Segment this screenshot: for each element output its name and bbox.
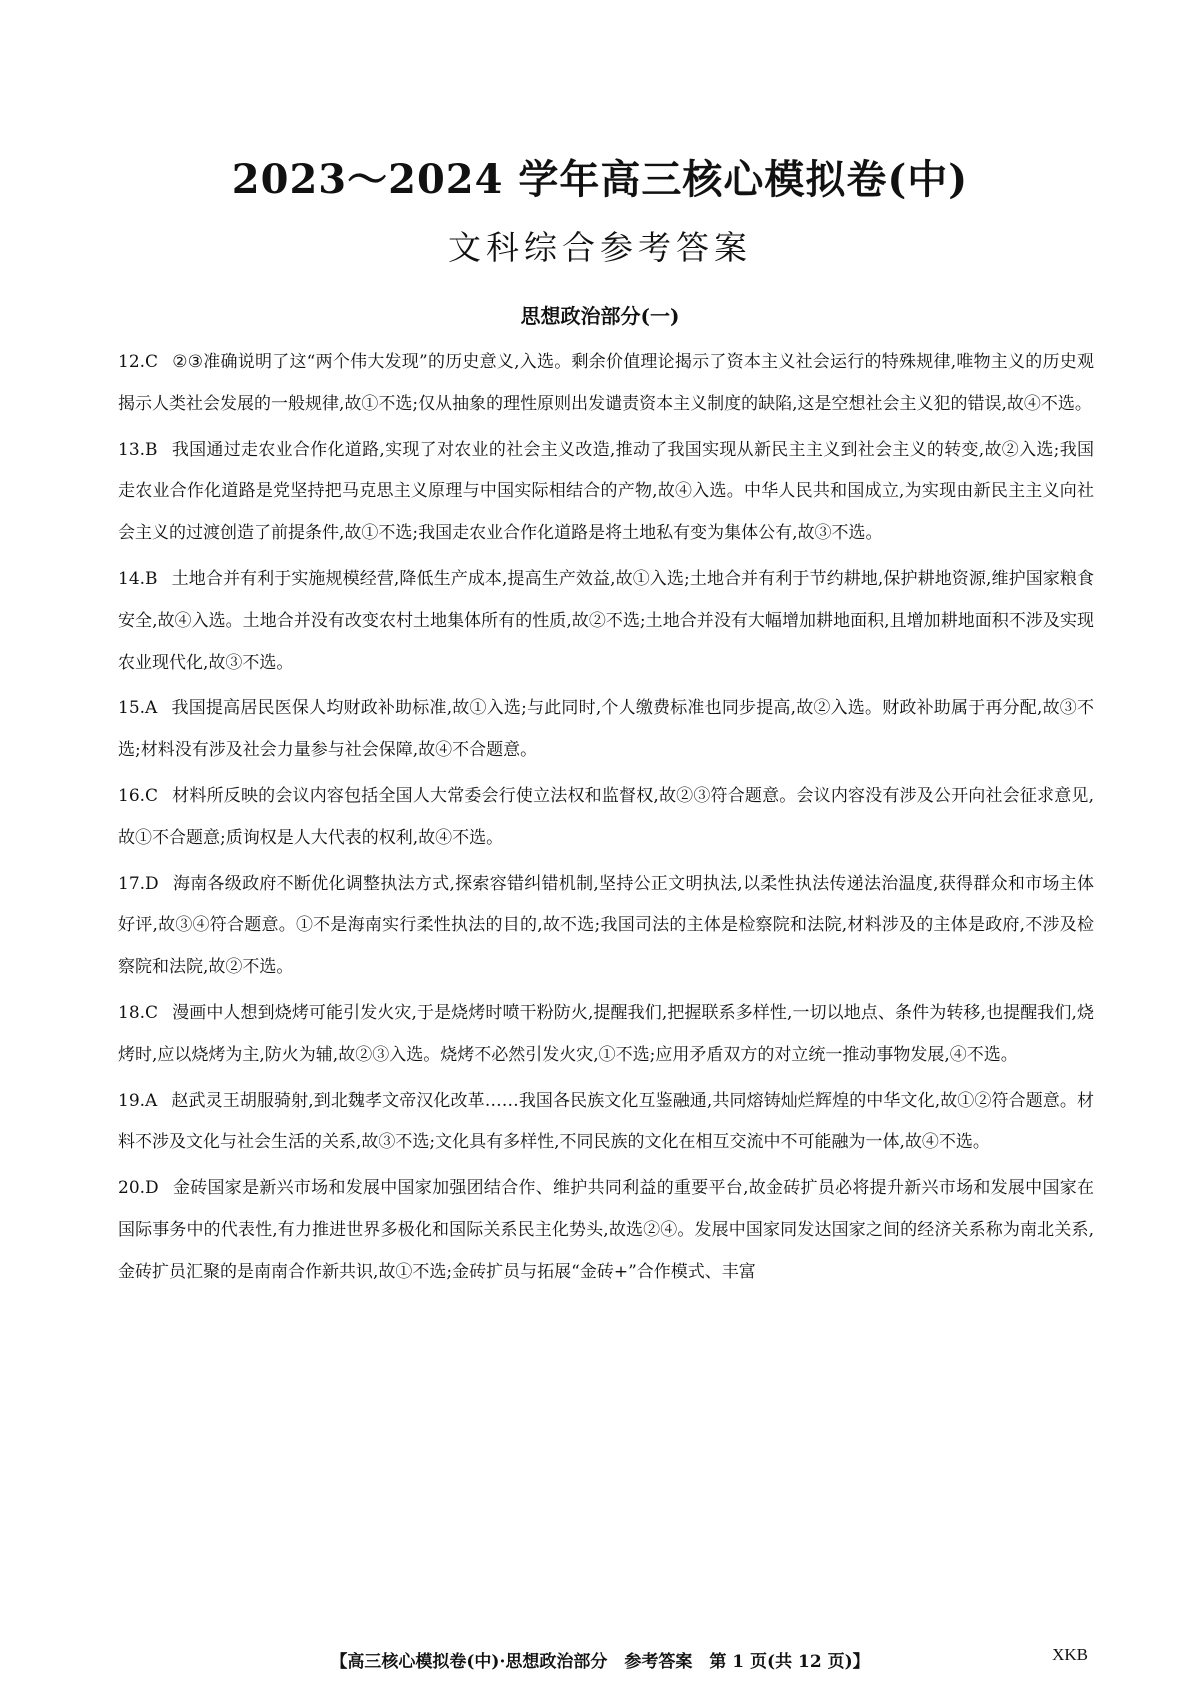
answer-list (118, 342, 1094, 1298)
answer-explanation: 土地合并有利于实施规模经营,降低生产成本,提高生产效益,故①入选;土地合并有利于节约耕地,保护耕地资源,维护国家粮食安全,故④入选。土地合并没有改变农村土地集体所有的性质,故②不选;土地合并没有大幅增加耕地面积,且增加耕地面积不涉及实现农业现代化,故③不选。 (118, 568, 1094, 673)
answer-item-16 (118, 776, 1094, 860)
answer-number: 12. (118, 352, 146, 372)
answer-letter: D (145, 873, 159, 894)
answer-explanation: 我国提高居民医保人均财政补助标准,故①入选;与此同时,个人缴费标准也同步提高,故②入选。财政补助属于再分配,故③不选;材料没有涉及社会力量参与社会保障,故④不合题意。 (118, 698, 1094, 761)
answer-item-14 (118, 559, 1094, 684)
answer-item-12 (118, 342, 1094, 426)
answer-letter: A (145, 1090, 158, 1111)
answer-number: 20. (118, 1178, 146, 1199)
answer-item-19 (118, 1081, 1094, 1165)
answer-explanation: 赵武灵王胡服骑射,到北魏孝文帝汉化改革……我国各民族文化互鉴融通,共同熔铸灿烂辉煌的中华文化,故①②符合题意。材料不涉及文化与社会生活的关系,故③不选;文化具有多样性,不同民族的文化在相互交流中不可能融为一体,故④不选。 (118, 1090, 1094, 1153)
paper-code: XKB (1052, 1645, 1088, 1664)
answer-item-15 (118, 688, 1094, 772)
answer-number: 19. (118, 1090, 146, 1111)
answer-number: 14. (118, 568, 146, 589)
answer-item-18 (118, 993, 1094, 1077)
answer-letter: C (145, 785, 159, 806)
answer-item-17 (118, 864, 1094, 989)
answer-letter: B (145, 568, 158, 589)
answer-number: 16. (118, 785, 146, 806)
answer-explanation: ②③准确说明了这“两个伟大发现”的历史意义,入选。剩余价值理论揭示了资本主义社会运行的特殊规律,唯物主义的历史观揭示人类社会发展的一般规律,故①不选;仅从抽象的理性原则出发谴责资本主义制度的缺陷,这是空想社会主义犯的错误,故④不选。 (118, 352, 1094, 414)
answer-number: 18. (118, 1002, 146, 1023)
page-subtitle: 文科综合参考答案 (448, 228, 752, 267)
answer-explanation: 漫画中人想到烧烤可能引发火灾,于是烧烤时喷干粉防火,提醒我们,把握联系多样性,一切以地点、条件为转移,也提醒我们,烧烤时,应以烧烤为主,防火为辅,故②③入选。烧烤不必然引发火灾,①不选;应用矛盾双方的对立统一推动事物发展,④不选。 (118, 1002, 1094, 1065)
answer-item-20 (118, 1168, 1094, 1293)
answer-explanation: 我国通过走农业合作化道路,实现了对农业的社会主义改造,推动了我国实现从新民主主义到社会主义的转变,故②入选;我国走农业合作化道路是党坚持把马克思主义原理与中国实际相结合的产物,故④入选。中华人民共和国成立,为实现由新民主主义向社会主义的过渡创造了前提条件,故①不选;我国走农业合作化道路是将土地私有变为集体公有,故③不选。 (118, 439, 1094, 544)
section-heading: 思想政治部分(一) (520, 304, 680, 328)
answer-explanation: 材料所反映的会议内容包括全国人大常委会行使立法权和监督权,故②③符合题意。会议内容没有涉及公开向社会征求意见,故①不合题意;质询权是人大代表的权利,故④不选。 (118, 785, 1094, 848)
page-footer: 【高三核心模拟卷(中)·思想政治部分 参考答案 第 1 页(共 12 页)】 (330, 1652, 870, 1672)
answer-explanation: 海南各级政府不断优化调整执法方式,探索容错纠错机制,坚持公正文明执法,以柔性执法传递法治温度,获得群众和市场主体好评,故③④符合题意。①不是海南实行柔性执法的目的,故不选;我国司法的主体是检察院和法院,材料涉及的主体是政府,不涉及检察院和法院,故②不选。 (118, 873, 1094, 978)
answer-explanation: 金砖国家是新兴市场和发展中国家加强团结合作、维护共同利益的重要平台,故金砖扩员必将提升新兴市场和发展中国家在国际事务中的代表性,有力推进世界多极化和国际关系民主化势头,故选②④。发展中国家同发达国家之间的经济关系称为南北关系,金砖扩员汇聚的是南南合作新共识,故①不选;金砖扩员与拓展“金砖+”合作模式、丰富 (118, 1178, 1094, 1282)
answer-letter: B (145, 439, 158, 460)
answer-letter: C (145, 1002, 159, 1023)
answer-item-13 (118, 430, 1094, 555)
answer-number: 13. (118, 439, 146, 460)
answer-letter: D (145, 1178, 159, 1199)
answer-letter: C (145, 352, 159, 372)
answer-number: 15. (118, 698, 146, 719)
answer-number: 17. (118, 873, 146, 894)
answer-letter: A (145, 698, 158, 719)
page-title: 2023～2024 学年高三核心模拟卷(中) (231, 156, 969, 203)
